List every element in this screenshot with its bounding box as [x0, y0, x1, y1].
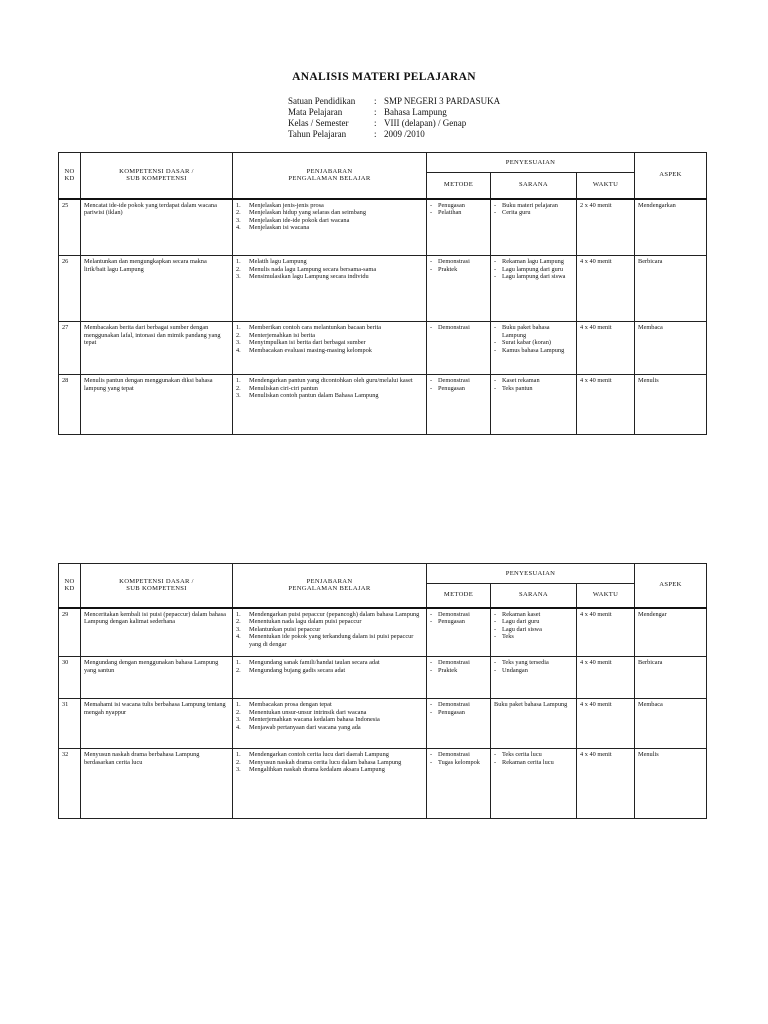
list-item: 3. Melantunkan puisi pepaccur	[236, 625, 321, 633]
list-item: 2. Menjelaskan hidup yang selaras dan seimbang	[236, 209, 366, 217]
col-header-penyesuaian: PENYESUAIAN	[427, 153, 635, 173]
table-row	[59, 256, 707, 322]
cell-metode	[427, 608, 491, 657]
list-item: - Penugasan	[430, 384, 465, 392]
meta-label: Tahun Pelajaran	[288, 129, 347, 139]
cell-no: 29	[59, 608, 81, 657]
list-item: - Lagu dari guru	[494, 618, 540, 626]
col-header-sarana: SARANA	[491, 173, 577, 199]
cell-kompetensi: Mencatat ide-ide pokok yang terdapat dalam wacana pariwisi (iklan)	[81, 199, 233, 256]
col-header-sarana: SARANA	[491, 584, 577, 608]
list-item: 2. Menyusun naskah drama cerita lucu dalam bahasa Lampung	[236, 758, 402, 766]
list-item: 2. Menentukan nada lagu dalam puisi pepaccur	[236, 618, 362, 626]
list-item: - Kamus bahasa Lampung	[494, 346, 565, 354]
list-item: 4. Menjelaskan isi wacana	[236, 224, 310, 232]
table-row	[59, 749, 707, 819]
cell-aspek: Menulis	[635, 749, 707, 819]
col-header-metode: METODE	[427, 173, 491, 199]
list-item: 4. Menentukan ide pokok yang terkandung dalam isi puisi pepaccur yang di dengar	[236, 633, 414, 648]
col-header-aspek: ASPEK	[635, 564, 707, 608]
list-item: 4. Menjawab pertanyaan dari wacana yang ada	[236, 723, 361, 731]
list-item: - Demonstrasi	[430, 377, 470, 384]
meta-row: Kelas / Semester : VIII (delapan) / Genap	[288, 118, 467, 128]
list-item: 2. Menulis nada lagu Lampung secara bersama-sama	[236, 265, 377, 273]
cell-penjabaran	[233, 322, 427, 375]
cell-metode	[427, 657, 491, 699]
list-item: 1. Memberikan contoh cara melantunkan bacaan berita	[236, 324, 381, 331]
col-header-no: NO KD	[59, 153, 81, 199]
list-item: 2. Menuliskan ciri-ciri pantun	[236, 384, 318, 392]
list-item: - Lagu lampung dari siswa	[494, 273, 566, 281]
cell-penjabaran	[233, 256, 427, 322]
table-row	[59, 375, 707, 435]
list-item: 1. Mendengarkan pantun yang dicontohkan oleh guru/melalui kaset	[236, 377, 413, 384]
cell-sarana: Buku paket bahasa Lampung	[491, 699, 577, 749]
cell-sarana	[491, 657, 577, 699]
meta-value: SMP NEGERI 3 PARDASUKA	[384, 96, 501, 106]
list-item: - Lagu dari siswa	[494, 625, 542, 633]
list-item: 3. Menterjemahkan wacana kedalam bahasa Indonesia	[236, 716, 380, 724]
list-item: - Demonstrasi	[430, 659, 470, 666]
list-item: - Rekaman cerita lucu	[494, 758, 554, 766]
list-item: - Surat kabar (koran)	[494, 339, 551, 347]
cell-kompetensi: Memahami isi wacana tulis berbahasa Lampung tentang mengah nyappur	[81, 699, 233, 749]
list-item: 3. Mengalihkan naskah drama kedalam aksara Lampung	[236, 766, 385, 774]
col-header-penjabaran: PENJABARAN PENGALAMAN BELAJAR	[233, 564, 427, 608]
cell-waktu: 4 x 40 menit	[577, 699, 635, 749]
list-item: - Kaset rekaman	[494, 377, 540, 384]
cell-kompetensi: Menceritakan kembali isi puisi (pepaccur) dalam bahasa Lampung dengan kalimat sederhana	[81, 608, 233, 657]
list-item: 4. Membacakan evaluasi masing-masing kelompok	[236, 346, 372, 354]
table-row	[59, 608, 707, 657]
analysis-table-2	[58, 563, 707, 819]
col-header-kd: KOMPETENSI DASAR / SUB KOMPETENSI	[81, 564, 233, 608]
cell-kompetensi: Melantunkan dan mengungkapkan secara makna lirik/bait lagu Lampung	[81, 256, 233, 322]
meta-row: Satuan Pendidikan : SMP NEGERI 3 PARDASUKA	[288, 96, 501, 106]
cell-penjabaran	[233, 199, 427, 256]
cell-waktu: 2 x 40 menit	[577, 199, 635, 256]
list-item: - Teks	[494, 633, 514, 641]
list-item: 1. Melatih lagu Lampung	[236, 258, 307, 265]
meta-value: Bahasa Lampung	[384, 107, 447, 117]
list-item: - Demonstrasi	[430, 701, 470, 708]
col-header-waktu: WAKTU	[577, 173, 635, 199]
list-item: 1. Mengundang sanak famili/handai taulan secara adat	[236, 659, 380, 666]
cell-metode	[427, 256, 491, 322]
document-title: ANALISIS MATERI PELAJARAN	[292, 71, 476, 83]
cell-penjabaran	[233, 749, 427, 819]
cell-kompetensi: Membacakan berita dari berbagai sumber dengan menggunakan lafal, intonasi dan mimik pandang yang tepat	[81, 322, 233, 375]
list-item: - Demonstrasi	[430, 258, 470, 265]
cell-sarana	[491, 199, 577, 256]
cell-waktu: 4 x 40 menit	[577, 322, 635, 375]
cell-aspek: Membaca	[635, 699, 707, 749]
list-item: 2. Menentukan unsur-unsur intrinsik dari wacana	[236, 708, 367, 716]
list-item: - Penugasan	[430, 708, 465, 716]
list-item: 2. Menterjemahkan isi berita	[236, 331, 316, 339]
list-item: - Teks yang tersedia	[494, 659, 549, 666]
col-header-penjabaran: PENJABARAN PENGALAMAN BELAJAR	[233, 153, 427, 199]
cell-no: 30	[59, 657, 81, 699]
cell-no: 26	[59, 256, 81, 322]
cell-waktu: 4 x 40 menit	[577, 256, 635, 322]
analysis-table-1	[58, 152, 707, 435]
cell-aspek: Berbicara	[635, 256, 707, 322]
list-item: 1. Menjelaskan jenis-jenis prosa	[236, 201, 324, 209]
meta-row: Tahun Pelajaran : 2009 /2010	[288, 129, 425, 139]
cell-waktu: 4 x 40 menit	[577, 749, 635, 819]
list-item: - Rekaman lagu Lampung	[494, 258, 564, 265]
cell-kompetensi: Mengundang dengan menggunakan bahasa Lampung yang santun	[81, 657, 233, 699]
table-row	[59, 699, 707, 749]
meta-label: Kelas / Semester	[288, 118, 349, 128]
list-item: - Penugasan	[430, 201, 465, 209]
meta-label: Mata Pelajaran	[288, 107, 343, 117]
cell-waktu: 4 x 40 menit	[577, 375, 635, 435]
cell-aspek: Membaca	[635, 322, 707, 375]
col-header-waktu: WAKTU	[577, 584, 635, 608]
list-item: 1. Membacakan prosa dengan tepat	[236, 701, 332, 708]
list-item: 3. Menuliskan contoh pantun dalam Bahasa Lampung	[236, 392, 379, 400]
meta-row: Mata Pelajaran : Bahasa Lampung	[288, 107, 447, 117]
list-item: - Buku materi pelajaran	[494, 201, 558, 209]
table-row	[59, 322, 707, 375]
cell-waktu: 4 x 40 menit	[577, 608, 635, 657]
list-item: - Teks cerita lucu	[494, 751, 542, 758]
col-header-no: NO KD	[59, 564, 81, 608]
cell-penjabaran	[233, 657, 427, 699]
list-item: - Buku paket bahasa Lampung	[494, 324, 550, 339]
list-item: 3. Menjelaskan ide-ide pokok dari wacana	[236, 216, 350, 224]
cell-no: 32	[59, 749, 81, 819]
cell-sarana	[491, 256, 577, 322]
cell-aspek: Menulis	[635, 375, 707, 435]
list-item: - Undangan	[494, 666, 528, 674]
list-item: - Praktek	[430, 265, 458, 273]
list-item: 1. Mendengarkan puisi pepaccur (pepancogh) dalam bahasa Lampung	[236, 610, 420, 618]
meta-value: 2009 /2010	[384, 129, 425, 139]
cell-penjabaran	[233, 608, 427, 657]
meta-label: Satuan Pendidikan	[288, 96, 356, 106]
document-meta	[288, 96, 500, 140]
cell-metode	[427, 322, 491, 375]
cell-penjabaran	[233, 699, 427, 749]
cell-waktu: 4 x 40 menit	[577, 657, 635, 699]
col-header-aspek: ASPEK	[635, 153, 707, 199]
col-header-kd: KOMPETENSI DASAR / SUB KOMPETENSI	[81, 153, 233, 199]
cell-no: 31	[59, 699, 81, 749]
cell-metode	[427, 699, 491, 749]
col-header-penyesuaian: PENYESUAIAN	[427, 564, 635, 584]
list-item: 2. Mengundang bujang gadis secara adat	[236, 666, 346, 674]
list-item: - Pelatihan	[430, 209, 462, 217]
cell-aspek: Berbicara	[635, 657, 707, 699]
list-item: - Demonstrasi	[430, 324, 470, 331]
list-item: - Praktek	[430, 666, 458, 674]
cell-metode	[427, 375, 491, 435]
cell-aspek: Mendengarkan	[635, 199, 707, 256]
cell-metode	[427, 749, 491, 819]
cell-aspek: Mendengar	[635, 608, 707, 657]
cell-sarana	[491, 375, 577, 435]
list-item: - Penugasan	[430, 618, 465, 626]
cell-metode	[427, 199, 491, 256]
cell-sarana	[491, 749, 577, 819]
cell-sarana	[491, 322, 577, 375]
cell-sarana	[491, 608, 577, 657]
list-item: - Demonstrasi	[430, 610, 470, 618]
col-header-metode: METODE	[427, 584, 491, 608]
table-row	[59, 657, 707, 699]
list-item: - Tugas kelompok	[430, 758, 480, 766]
list-item: 3. Mensimulasikan lagu Lampung secara individu	[236, 273, 369, 281]
list-item: - Teks pantun	[494, 384, 533, 392]
cell-no: 25	[59, 199, 81, 256]
cell-kompetensi: Menyusun naskah drama berbahasa Lampung berdasarkan cerita lucu	[81, 749, 233, 819]
list-item: 1. Mendengarkan contoh cerita lucu dari daerah Lampung	[236, 751, 389, 758]
cell-penjabaran	[233, 375, 427, 435]
list-item: 3. Menyimpulkan isi berita dari berbagai sumber	[236, 339, 366, 347]
table-row	[59, 199, 707, 256]
cell-no: 28	[59, 375, 81, 435]
list-item: - Rekaman kaset	[494, 610, 541, 618]
list-item: - Cerita guru	[494, 209, 531, 217]
list-item: - Demonstrasi	[430, 751, 470, 758]
meta-value: VIII (delapan) / Genap	[384, 118, 467, 128]
cell-kompetensi: Menulis pantun dengan menggunakan diksi bahasa lampung yang tepat	[81, 375, 233, 435]
list-item: - Lagu lampung dari guru	[494, 265, 564, 273]
cell-no: 27	[59, 322, 81, 375]
